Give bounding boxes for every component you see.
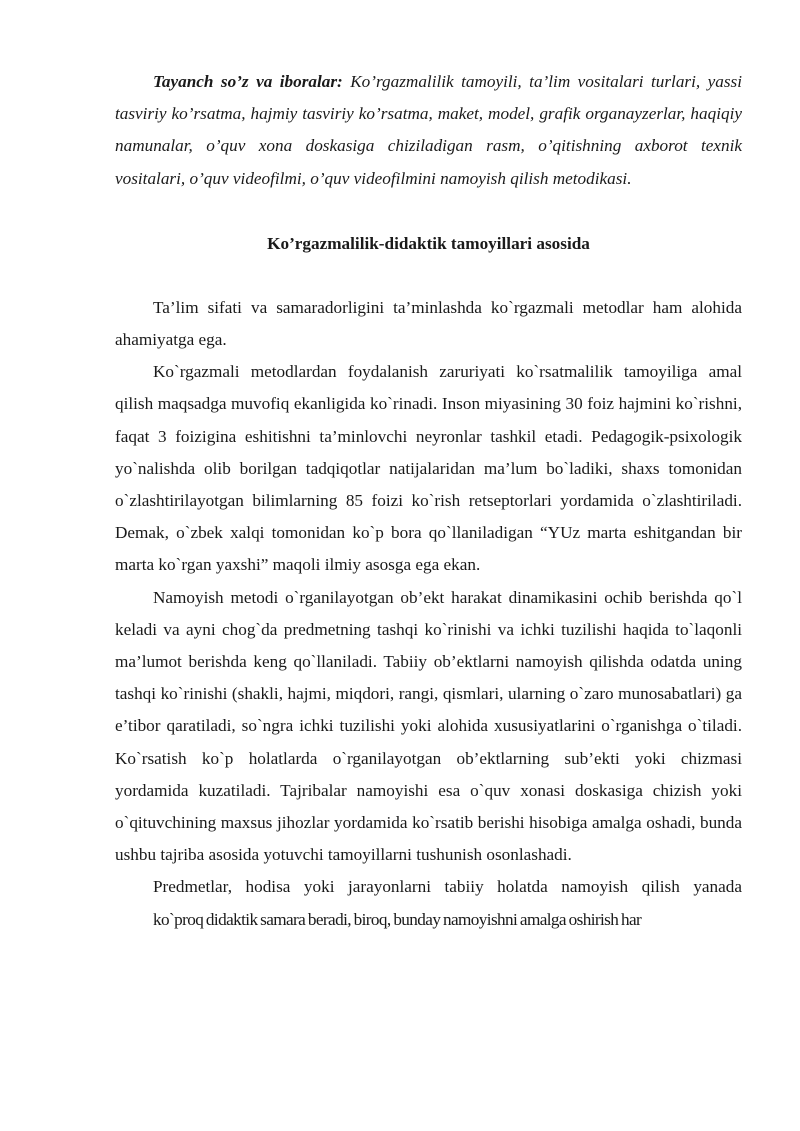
paragraph-1: Ta’lim sifati va samaradorligini ta’minlashda ko`rgazmali metodlar ham alohida ahamiyatga ega.	[115, 297, 742, 350]
document-page	[115, 66, 742, 936]
section-heading: Ko’rgazmalilik-didaktik tamoyillari asosida	[267, 233, 590, 253]
paragraph-4-cut-line: ko`proq didaktik samara beradi, biroq, bunday namoyishni amalga oshirish har	[153, 909, 642, 929]
paragraph-4-text: Predmetlar, hodisa yoki jarayonlarni tabiiy holatda namoyish qilish yanada	[153, 877, 742, 897]
keywords-paragraph	[115, 66, 742, 195]
keywords-text: Ko’rgazmalilik tamoyili, ta’lim vositalari turlari, yassi tasviriy ko’rsatma, hajmiy tasviriy ko’rsatma, maket, model, grafik organayzerlar, haqiqiy namunalar, o’quv xona doskasiga chiziladigan rasm, o’qitishning axborot texnik vositalari, o’quv videofilmi, o’quv videofilmini namoyish qilish metodikasi.	[115, 72, 743, 188]
keywords-label: Tayanch so’z va iboralar:	[153, 72, 343, 91]
paragraph-4	[115, 871, 742, 935]
paragraph-2: Ko`rgazmali metodlardan foydalanish zaruriyati ko`rsatmalilik tamoyiliga amal qilish maqsadga muvofiq ekanligida ko`rinadi. Inson miyasining 30 foiz hajmini ko`rishni, faqat 3 foizigina eshitishni ta’minlovchi neyronlar tashkil etadi. Pedagogik-psixologik yo`nalishda olib borilgan tadqiqotlar natijalaridan ma’lum bo`ladiki, shaxs tomonidan o`zlashtirilayotgan bilimlarning 85 foizi ko`rish retseptorlari yordamida o`zlashtiriladi. Demak, o`zbek xalqi tomonidan ko`p bora qo`llaniladigan “YUz marta eshitgandan bir marta ko`rgan yaxshi” maqoli ilmiy asosga ega ekan.	[115, 362, 742, 575]
paragraph-3: Namoyish metodi o`rganilayotgan ob’ekt harakat dinamikasini ochib berishda qo`l keladi va ayni chog`da predmetning tashqi ko`rinishi va ichki tuzilishi haqida to`laqonli ma’lumot berishda keng qo`llaniladi. Tabiiy ob’ektlarni namoyish qilishda odatda uning tashqi ko`rinishi (shakli, hajmi, miqdori, rangi, qismlari, ularning o`zaro munosabatlari) ga e’tibor qaratiladi, so`ngra ichki tuzilishi yoki alohida xususiyatlarini o`rganishga o`tiladi. Ko`rsatish ko`p holatlarda o`rganilayotgan ob’ektlarning sub’ekti yoki chizmasi yordamida kuzatiladi. Tajribalar namoyishi esa o`quv xonasi doskasiga chizish yoki o`qituvchining maxsus jihozlar yordamida ko`rsatib berishi hisobiga amalga oshadi, bunda ushbu tajriba asosida yotuvchi tamoyillarni tushunish osonlashadi.	[115, 587, 742, 865]
